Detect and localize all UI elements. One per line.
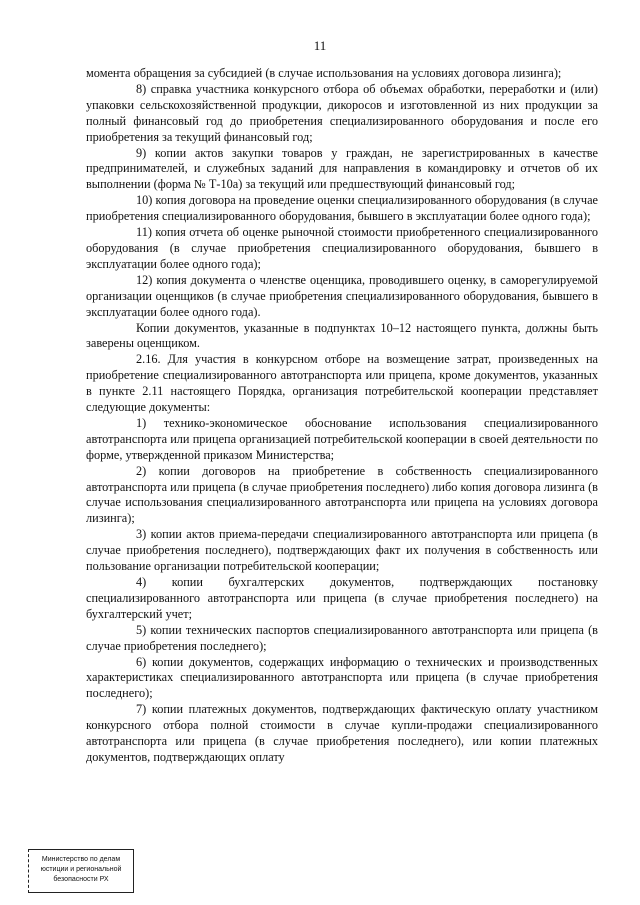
paragraph-item-1: 1) технико-экономическое обоснование использования специализированного автотранспорта или прицепа организацией потребительской кооперации в своей деятельности по форме, утвержденной приказом Министерства; bbox=[86, 415, 598, 462]
paragraph-item-9: 9) копии актов закупки товаров у граждан, не зарегистрированных в качестве предпринимателей, и служебных заданий для направления в командировку и отчетов об их выполнении (форма № Т-10а) за текущий или предшествующий финансовый год; bbox=[86, 145, 598, 192]
ministry-stamp bbox=[28, 849, 134, 893]
paragraph-certification-note: Копии документов, указанные в подпунктах 10–12 настоящего пункта, должны быть заверены оценщиком. bbox=[86, 320, 598, 351]
stamp-line: безопасности РХ bbox=[53, 876, 109, 883]
page-number: 11 bbox=[313, 38, 327, 53]
paragraph-item-10: 10) копия договора на проведение оценки специализированного оборудования (в случае приобретения специализированного оборудования, бывшего в эксплуатации более одного года); bbox=[86, 193, 598, 224]
stamp-line: юстиции и региональной bbox=[40, 866, 122, 873]
stamp-line: Министерство по делам bbox=[41, 856, 121, 863]
paragraph-item-6: 6) копии документов, содержащих информацию о технических и производственных характеристиках специализированного автотранспорта или прицепа (в случае приобретения последнего); bbox=[86, 654, 598, 701]
paragraph-section-2-16: 2.16. Для участия в конкурсном отборе на возмещение затрат, произведенных на приобретение специализированного автотранспорта или прицепа, кроме документов, указанных в пункте 2.11 настоящего Порядка, организация потребительской кооперации представляет следующие документы: bbox=[86, 352, 598, 415]
paragraph-item-11: 11) копия отчета об оценке рыночной стоимости приобретенного специализированного оборудования (в случае приобретения специализированного оборудования, бывшего в эксплуатации более одного года); bbox=[86, 225, 598, 271]
paragraph-item-3: 3) копии актов приема-передачи специализированного автотранспорта или прицепа (в случае приобретения последнего), подтверждающих факт их получения в собственность или пользование организации потребительской кооперации; bbox=[86, 527, 598, 574]
document-body bbox=[86, 66, 598, 766]
paragraph-item-5: 5) копии технических паспортов специализированного автотранспорта или прицепа (в случае приобретения последнего); bbox=[86, 622, 598, 653]
paragraph-item-12: 12) копия документа о членстве оценщика, проводившего оценку, в саморегулируемой организации оценщиков (в случае приобретения специализированного оборудования, бывшего в эксплуатации более одного года). bbox=[86, 272, 598, 319]
paragraph-item-2: 2) копии договоров на приобретение в собственность специализированного автотранспорта или прицепа (в случае приобретения последнего) либо копия договора лизинга (в случае использования специализированного автотранспорта или прицепа на условиях договора лизинга); bbox=[86, 463, 598, 526]
paragraph-item-7: 7) копии платежных документов, подтверждающих фактическую оплату участником конкурсного отбора полной стоимости в случае купли-продажи специализированного автотранспорта или прицепа (в случае приобретения последнего), или копии платежных документов, подтверждающих оплату bbox=[86, 702, 598, 764]
paragraph-item-4: 4) копии бухгалтерских документов, подтверждающих постановку специализированного автотранспорта или прицепа (в случае приобретения последнего) на бухгалтерский учет; bbox=[86, 575, 598, 621]
paragraph-continuation: момента обращения за субсидией (в случае использования на условиях договора лизинга); bbox=[86, 66, 562, 80]
paragraph-item-8: 8) справка участника конкурсного отбора об объемах обработки, переработки и (или) упаковки сельскохозяйственной продукции, дикоросов и изготовленной из них продукции за полный финансовый год до приобретения специализированного оборудования и после его приобретения за текущий финансовый год; bbox=[86, 81, 598, 144]
